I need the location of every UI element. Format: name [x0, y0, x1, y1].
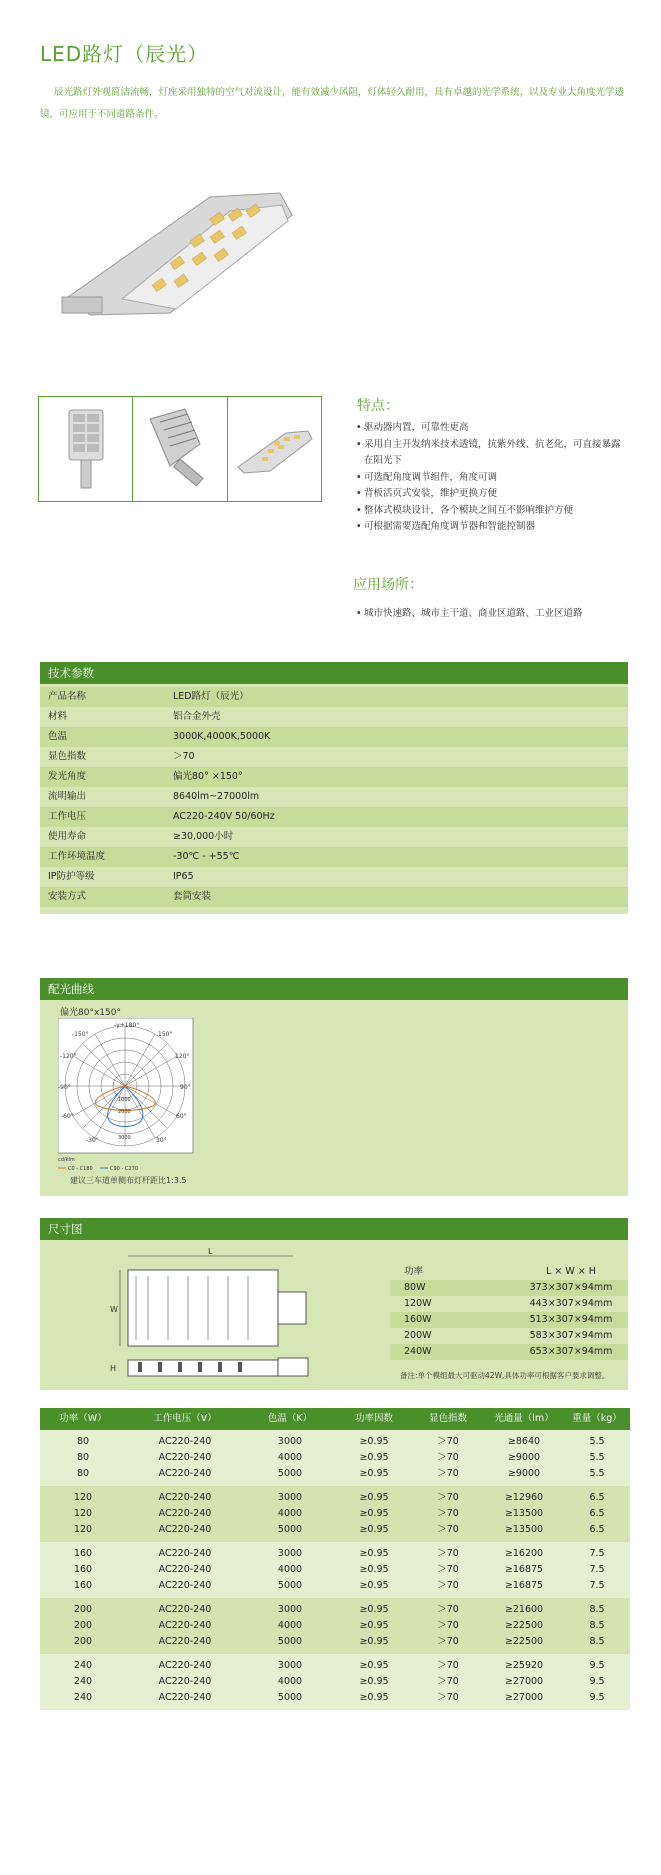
table-cell: ≥0.95: [359, 1660, 389, 1671]
table-cell: ≥27000: [504, 1692, 544, 1703]
table-cell: 6.5: [589, 1524, 605, 1535]
table-cell: AC220-240: [158, 1492, 212, 1503]
table-cell: 160: [73, 1548, 93, 1559]
curve-panel: [40, 978, 628, 1196]
table-cell: 80: [76, 1452, 90, 1463]
spec-key: 色温: [48, 731, 68, 742]
table-cell: AC220-240: [158, 1636, 212, 1647]
column-header: 工作电压（V）: [153, 1413, 217, 1424]
table-cell: 240: [73, 1692, 93, 1703]
spec-value: 偏光80° ×150°: [173, 771, 243, 782]
page-title: LED路灯（辰光）: [40, 42, 209, 66]
table-row: [40, 827, 628, 847]
angle-label: -60°: [61, 1113, 74, 1120]
polar-diagram: [58, 1018, 198, 1198]
table-row: [40, 1522, 630, 1538]
table-cell: 80: [76, 1468, 90, 1479]
table-cell: 9.5: [589, 1692, 605, 1703]
table-cell: ≥9000: [507, 1452, 541, 1463]
spec-value: 铝合金外壳: [173, 711, 221, 722]
thumbnail-strip: [38, 396, 322, 502]
table-row: [40, 1546, 630, 1562]
table-cell: 5.5: [589, 1468, 605, 1479]
spec-key: 发光角度: [48, 771, 87, 782]
table-cell: AC220-240: [158, 1564, 212, 1575]
table-cell: 3000: [277, 1604, 303, 1615]
table-cell: ≥0.95: [359, 1452, 389, 1463]
table-row: [40, 1466, 630, 1482]
table-row-group: [40, 1430, 630, 1486]
table-cell: 4000: [277, 1508, 303, 1519]
table-cell: AC220-240: [158, 1524, 212, 1535]
table-cell: 7.5: [589, 1548, 605, 1559]
table-cell: ＞70: [437, 1524, 459, 1535]
table-row: [40, 1602, 630, 1618]
angle-label: 90°: [180, 1084, 191, 1091]
table-row: [40, 707, 628, 727]
top-angle-label: -γ+180°: [114, 1022, 140, 1029]
table-cell: AC220-240: [158, 1676, 212, 1687]
size-cell: 373×307×94mm: [529, 1282, 613, 1293]
list-item: • 采用自主开发纳米技术透镜，抗紫外线、抗老化，可直接暴露在阳光下: [356, 437, 628, 470]
list-item: • 背板活页式安装，维护更换方便: [356, 486, 628, 503]
table-cell: ≥25920: [504, 1660, 544, 1671]
table-cell: 8.5: [589, 1636, 605, 1647]
table-cell: AC220-240: [158, 1468, 212, 1479]
table-row: [40, 847, 628, 867]
table-cell: 7.5: [589, 1564, 605, 1575]
table-cell: ＞70: [437, 1468, 459, 1479]
table-cell: AC220-240: [158, 1604, 212, 1615]
table-cell: ≥0.95: [359, 1580, 389, 1591]
table-row: [390, 1296, 628, 1312]
spec-key: 工作环境温度: [48, 851, 106, 862]
table-cell: ＞70: [437, 1676, 459, 1687]
table-cell: ≥22500: [504, 1620, 544, 1631]
table-cell: ≥0.95: [359, 1604, 389, 1615]
table-cell: ＞70: [437, 1620, 459, 1631]
table-row: [40, 1490, 630, 1506]
table-header: [40, 1408, 630, 1430]
dimension-label-l: L: [208, 1247, 213, 1256]
spec-key: 使用寿命: [48, 831, 87, 842]
table-cell: ≥8640: [507, 1436, 541, 1447]
column-header: L × W × H: [546, 1266, 596, 1277]
column-header: 功率: [404, 1266, 424, 1277]
curve-note: 建议三车道单侧布灯杆距比1:3.5: [70, 1176, 187, 1185]
spec-key: 显色指数: [48, 751, 87, 762]
table-cell: 5000: [277, 1636, 303, 1647]
dimensions-panel: [40, 1218, 628, 1390]
table-row: [40, 1690, 630, 1706]
table-cell: ≥16875: [504, 1564, 544, 1575]
table-cell: 3000: [277, 1436, 303, 1447]
spec-value: ≥30,000小时: [173, 831, 234, 842]
table-cell: 120: [73, 1508, 93, 1519]
table-body: [40, 1430, 630, 1710]
table-cell: ＞70: [437, 1660, 459, 1671]
table-row: [40, 687, 628, 707]
spec-key: 流明输出: [48, 791, 87, 802]
angle-label: -90°: [58, 1084, 71, 1091]
specs-panel: [40, 662, 628, 914]
table-cell: 9.5: [589, 1676, 605, 1687]
legend-item: C90 - C270: [110, 1166, 138, 1172]
parameter-table: [40, 1408, 630, 1710]
power-cell: 200W: [404, 1330, 432, 1341]
spec-key: 安装方式: [48, 891, 87, 902]
table-cell: AC220-240: [158, 1620, 212, 1631]
table-row: [40, 807, 628, 827]
list-item: • 可选配角度调节组件，角度可调: [356, 470, 628, 487]
table-cell: 5.5: [589, 1452, 605, 1463]
dimensions-table: [390, 1264, 628, 1360]
dimension-label-w: W: [110, 1305, 118, 1314]
table-cell: ＞70: [437, 1564, 459, 1575]
spec-value: AC220-240V 50/60Hz: [173, 811, 275, 822]
table-row: [40, 767, 628, 787]
table-cell: 4000: [277, 1452, 303, 1463]
features-list: [356, 420, 628, 536]
features-heading: 特点：: [357, 398, 399, 414]
spec-value: 8640lm~27000lm: [173, 791, 260, 802]
power-cell: 240W: [404, 1346, 432, 1357]
size-cell: 653×307×94mm: [529, 1346, 613, 1357]
table-row: [40, 1562, 630, 1578]
table-cell: AC220-240: [158, 1580, 212, 1591]
table-cell: 4000: [277, 1564, 303, 1575]
angle-label: -150°: [72, 1031, 89, 1038]
table-cell: ≥21600: [504, 1604, 544, 1615]
thumbnail-back-view[interactable]: [133, 397, 227, 501]
table-cell: 5000: [277, 1524, 303, 1535]
table-row-group: [40, 1542, 630, 1598]
radial-label: 3000: [118, 1135, 131, 1141]
table-row: [40, 1578, 630, 1594]
table-cell: 240: [73, 1660, 93, 1671]
angle-label: 120°: [175, 1053, 190, 1060]
table-row: [40, 1674, 630, 1690]
specs-table: [40, 684, 628, 907]
list-item: • 可根据需要选配角度调节器和智能控制器: [356, 519, 628, 536]
table-row: [40, 1618, 630, 1634]
table-cell: ≥0.95: [359, 1676, 389, 1687]
applications-list: [356, 606, 628, 623]
column-header: 显色指数: [428, 1413, 467, 1424]
dimensions-note: 备注:单个模组最大可驱动42W,具体功率可根据客户要求调整。: [400, 1371, 610, 1380]
table-cell: 200: [73, 1604, 93, 1615]
table-row: [40, 787, 628, 807]
table-row: [40, 1434, 630, 1450]
dimensions-heading: 尺寸图: [40, 1218, 628, 1240]
table-cell: ≥0.95: [359, 1692, 389, 1703]
table-cell: ＞70: [437, 1452, 459, 1463]
table-row: [40, 867, 628, 887]
table-cell: ≥13500: [504, 1524, 544, 1535]
table-cell: 9.5: [589, 1660, 605, 1671]
table-row-group: [40, 1486, 630, 1542]
size-cell: 583×307×94mm: [529, 1330, 613, 1341]
angle-label: -30°: [86, 1137, 99, 1144]
specs-heading: 技术参数: [40, 662, 628, 684]
table-cell: 8.5: [589, 1604, 605, 1615]
table-cell: AC220-240: [158, 1692, 212, 1703]
table-row: [40, 1658, 630, 1674]
table-cell: 120: [73, 1524, 93, 1535]
power-cell: 160W: [404, 1314, 432, 1325]
table-cell: ＞70: [437, 1492, 459, 1503]
applications-heading: 应用场所：: [353, 577, 423, 593]
table-cell: ≥0.95: [359, 1436, 389, 1447]
legend-item: C0 - C180: [68, 1166, 93, 1172]
table-cell: 4000: [277, 1620, 303, 1631]
table-cell: ≥9000: [507, 1468, 541, 1479]
column-header: 功率因数: [354, 1413, 393, 1424]
table-cell: AC220-240: [158, 1436, 212, 1447]
table-cell: ＞70: [437, 1436, 459, 1447]
column-header: 光通量（lm）: [494, 1413, 554, 1424]
spec-key: IP防护等级: [48, 871, 95, 882]
spec-key: 工作电压: [48, 811, 87, 822]
dimension-label-h: H: [110, 1364, 117, 1373]
table-cell: 8.5: [589, 1620, 605, 1631]
spec-value: LED路灯（辰光）: [173, 691, 249, 702]
power-cell: 120W: [404, 1298, 432, 1309]
spec-value: 套筒安装: [173, 891, 212, 902]
table-cell: ≥16875: [504, 1580, 544, 1591]
table-cell: 3000: [277, 1492, 303, 1503]
table-row: [390, 1312, 628, 1328]
table-row: [390, 1328, 628, 1344]
table-cell: ≥12960: [504, 1492, 544, 1503]
table-cell: 6.5: [589, 1508, 605, 1519]
hero-product-image: [60, 175, 300, 335]
spec-value: -30℃ - +55℃: [173, 851, 240, 862]
table-row: [390, 1280, 628, 1296]
table-cell: ＞70: [437, 1636, 459, 1647]
spec-value: 3000K,4000K,5000K: [173, 731, 271, 742]
table-cell: ＞70: [437, 1548, 459, 1559]
spec-value: IP65: [173, 871, 194, 882]
table-row-group: [40, 1598, 630, 1654]
table-row: [40, 887, 628, 907]
table-cell: ≥16200: [504, 1548, 544, 1559]
spec-key: 产品名称: [48, 691, 87, 702]
radial-label: 1000: [118, 1097, 131, 1103]
table-cell: 200: [73, 1620, 93, 1631]
angle-label: 150°: [158, 1031, 173, 1038]
list-item: • 驱动器内置，可靠性更高: [356, 420, 628, 437]
table-cell: 5000: [277, 1692, 303, 1703]
table-cell: 240: [73, 1676, 93, 1687]
table-cell: 200: [73, 1636, 93, 1647]
table-cell: 160: [73, 1580, 93, 1591]
table-cell: 160: [73, 1564, 93, 1575]
power-cell: 80W: [404, 1282, 426, 1293]
table-cell: ≥0.95: [359, 1620, 389, 1631]
table-row: [40, 1506, 630, 1522]
spec-value: ＞70: [173, 751, 195, 762]
column-header: 功率（W）: [59, 1413, 107, 1424]
table-cell: 3000: [277, 1548, 303, 1559]
size-cell: 513×307×94mm: [529, 1314, 613, 1325]
angle-label: -120°: [60, 1053, 77, 1060]
table-cell: 4000: [277, 1676, 303, 1687]
table-cell: AC220-240: [158, 1548, 212, 1559]
angle-label: 30°: [156, 1137, 167, 1144]
angle-label: 60°: [176, 1113, 187, 1120]
curve-angle-label: 偏光80°x150°: [60, 1008, 121, 1018]
table-cell: ＞70: [437, 1604, 459, 1615]
table-cell: ≥0.95: [359, 1636, 389, 1647]
table-cell: ≥0.95: [359, 1524, 389, 1535]
table-row: [40, 727, 628, 747]
table-cell: 80: [76, 1436, 90, 1447]
table-header: [390, 1264, 628, 1280]
table-cell: AC220-240: [158, 1452, 212, 1463]
table-row: [390, 1344, 628, 1360]
table-cell: ≥22500: [504, 1636, 544, 1647]
table-cell: ≥0.95: [359, 1548, 389, 1559]
table-row: [40, 1450, 630, 1466]
column-header: 色温（K）: [267, 1413, 313, 1424]
table-cell: ≥0.95: [359, 1508, 389, 1519]
thumbnail-side-view[interactable]: [228, 397, 321, 501]
list-item: • 城市快速路、城市主干道、商业区道路、工业区道路: [356, 606, 628, 623]
table-cell: ≥0.95: [359, 1468, 389, 1479]
table-cell: 5000: [277, 1468, 303, 1479]
table-cell: ＞70: [437, 1580, 459, 1591]
table-cell: 5000: [277, 1580, 303, 1591]
spec-key: 材料: [48, 711, 68, 722]
table-cell: ≥0.95: [359, 1492, 389, 1503]
list-item: • 整体式模块设计，各个模块之间互不影响维护方便: [356, 503, 628, 520]
table-cell: 120: [73, 1492, 93, 1503]
table-cell: AC220-240: [158, 1660, 212, 1671]
table-cell: ＞70: [437, 1508, 459, 1519]
column-header: 重量（kg）: [572, 1413, 622, 1424]
unit-label: cd/klm: [58, 1157, 75, 1163]
table-row-group: [40, 1654, 630, 1710]
intro-text: 辰光路灯外观简洁流畅，灯座采用独特的空气对流设计，能有效减少风阻，灯体轻久耐用，具有卓越的光学系统，以及专业大角度光学透镜，可应用于不同道路条件。: [40, 87, 625, 120]
table-row: [40, 1634, 630, 1650]
table-cell: 7.5: [589, 1580, 605, 1591]
table-cell: 5.5: [589, 1436, 605, 1447]
table-cell: ＞70: [437, 1692, 459, 1703]
dimension-drawing: [108, 1246, 348, 1384]
table-row: [40, 747, 628, 767]
curve-heading: 配光曲线: [40, 978, 628, 1000]
radial-label: 2000: [118, 1109, 131, 1115]
table-cell: 6.5: [589, 1492, 605, 1503]
table-cell: ≥27000: [504, 1676, 544, 1687]
thumbnail-front-view[interactable]: [39, 397, 133, 501]
table-cell: ≥13500: [504, 1508, 544, 1519]
table-cell: ≥0.95: [359, 1564, 389, 1575]
size-cell: 443×307×94mm: [529, 1298, 613, 1309]
table-cell: AC220-240: [158, 1508, 212, 1519]
table-cell: 3000: [277, 1660, 303, 1671]
